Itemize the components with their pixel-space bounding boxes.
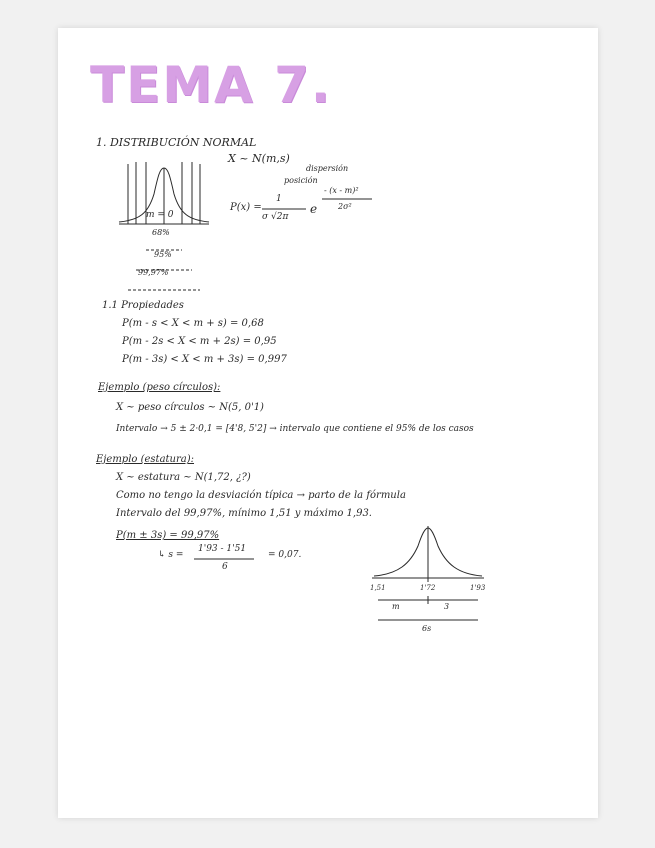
graph-x-max: 1'93 [470,584,486,592]
graph-seg-3: 3 [444,602,450,611]
pdf-exponent-bar [322,198,372,200]
position-note: posición [284,176,318,185]
property-line-3: P(m - 3s) < X < m + 3s) = 0,997 [122,354,287,365]
pdf-denominator: σ √2π [262,212,289,222]
graph-seg-6s: 6s [422,624,432,633]
band-99-label: 99,97% [138,268,169,277]
property-line-1: P(m - s < X < m + s) = 0,68 [122,318,264,329]
band-68-label: 68% [152,228,170,237]
example2-line-1: X ~ estatura ~ N(1,72, ¿?) [116,472,251,483]
pdf-numerator: 1 [276,194,282,204]
band-95-label: 95% [154,250,172,259]
graph-x-mean: 1'72 [420,584,436,592]
normal-model: X ~ N(m,s) [228,152,290,165]
example2-s-label: ↳ s = [158,550,184,560]
bell-center-label: m = 0 [146,210,174,220]
properties-heading: 1.1 Propiedades [102,300,184,311]
property-line-2: P(m - 2s < X < m + 2s) = 0,95 [122,336,277,347]
example1-heading: Ejemplo (peso círculos): [98,382,221,393]
example2-line-3: Intervalo del 99,97%, mínimo 1,51 y máximo 1,93. [116,508,372,519]
example1-line-1: X ~ peso círculos ~ N(5, 0'1) [116,402,264,413]
pdf-exponent-numerator: - (x - m)² [324,186,359,195]
example2-s-denominator: 6 [222,562,228,572]
graph-x-min: 1,51 [370,584,386,592]
pdf-left: P(x) = [230,202,262,213]
section-heading: 1. DISTRIBUCIÓN NORMAL [96,136,257,149]
example2-line-2: Como no tengo la desviación típica → parto de la fórmula [116,490,406,501]
notebook-page [58,28,598,818]
example2-s-numerator: 1'93 - 1'51 [198,544,247,554]
example1-line-2: Intervalo → 5 ± 2·0,1 = [4'8, 5'2] → intervalo que contiene el 95% de los casos [116,424,474,434]
pdf-fraction-bar [262,208,306,210]
example2-s-result: = 0,07. [268,550,302,560]
pdf-exponent-denominator: 2σ² [338,202,352,211]
example2-heading: Ejemplo (estatura): [96,454,195,465]
example2-line-4: P(m ± 3s) = 99,97% [116,530,220,541]
height-distribution-graph [368,520,488,630]
graph-seg-m: m [392,602,400,611]
example2-fraction-bar [194,558,254,560]
page-title: TEMA 7. [90,56,332,114]
pdf-e: e [310,202,318,216]
dispersion-note: dispersión [306,164,349,173]
